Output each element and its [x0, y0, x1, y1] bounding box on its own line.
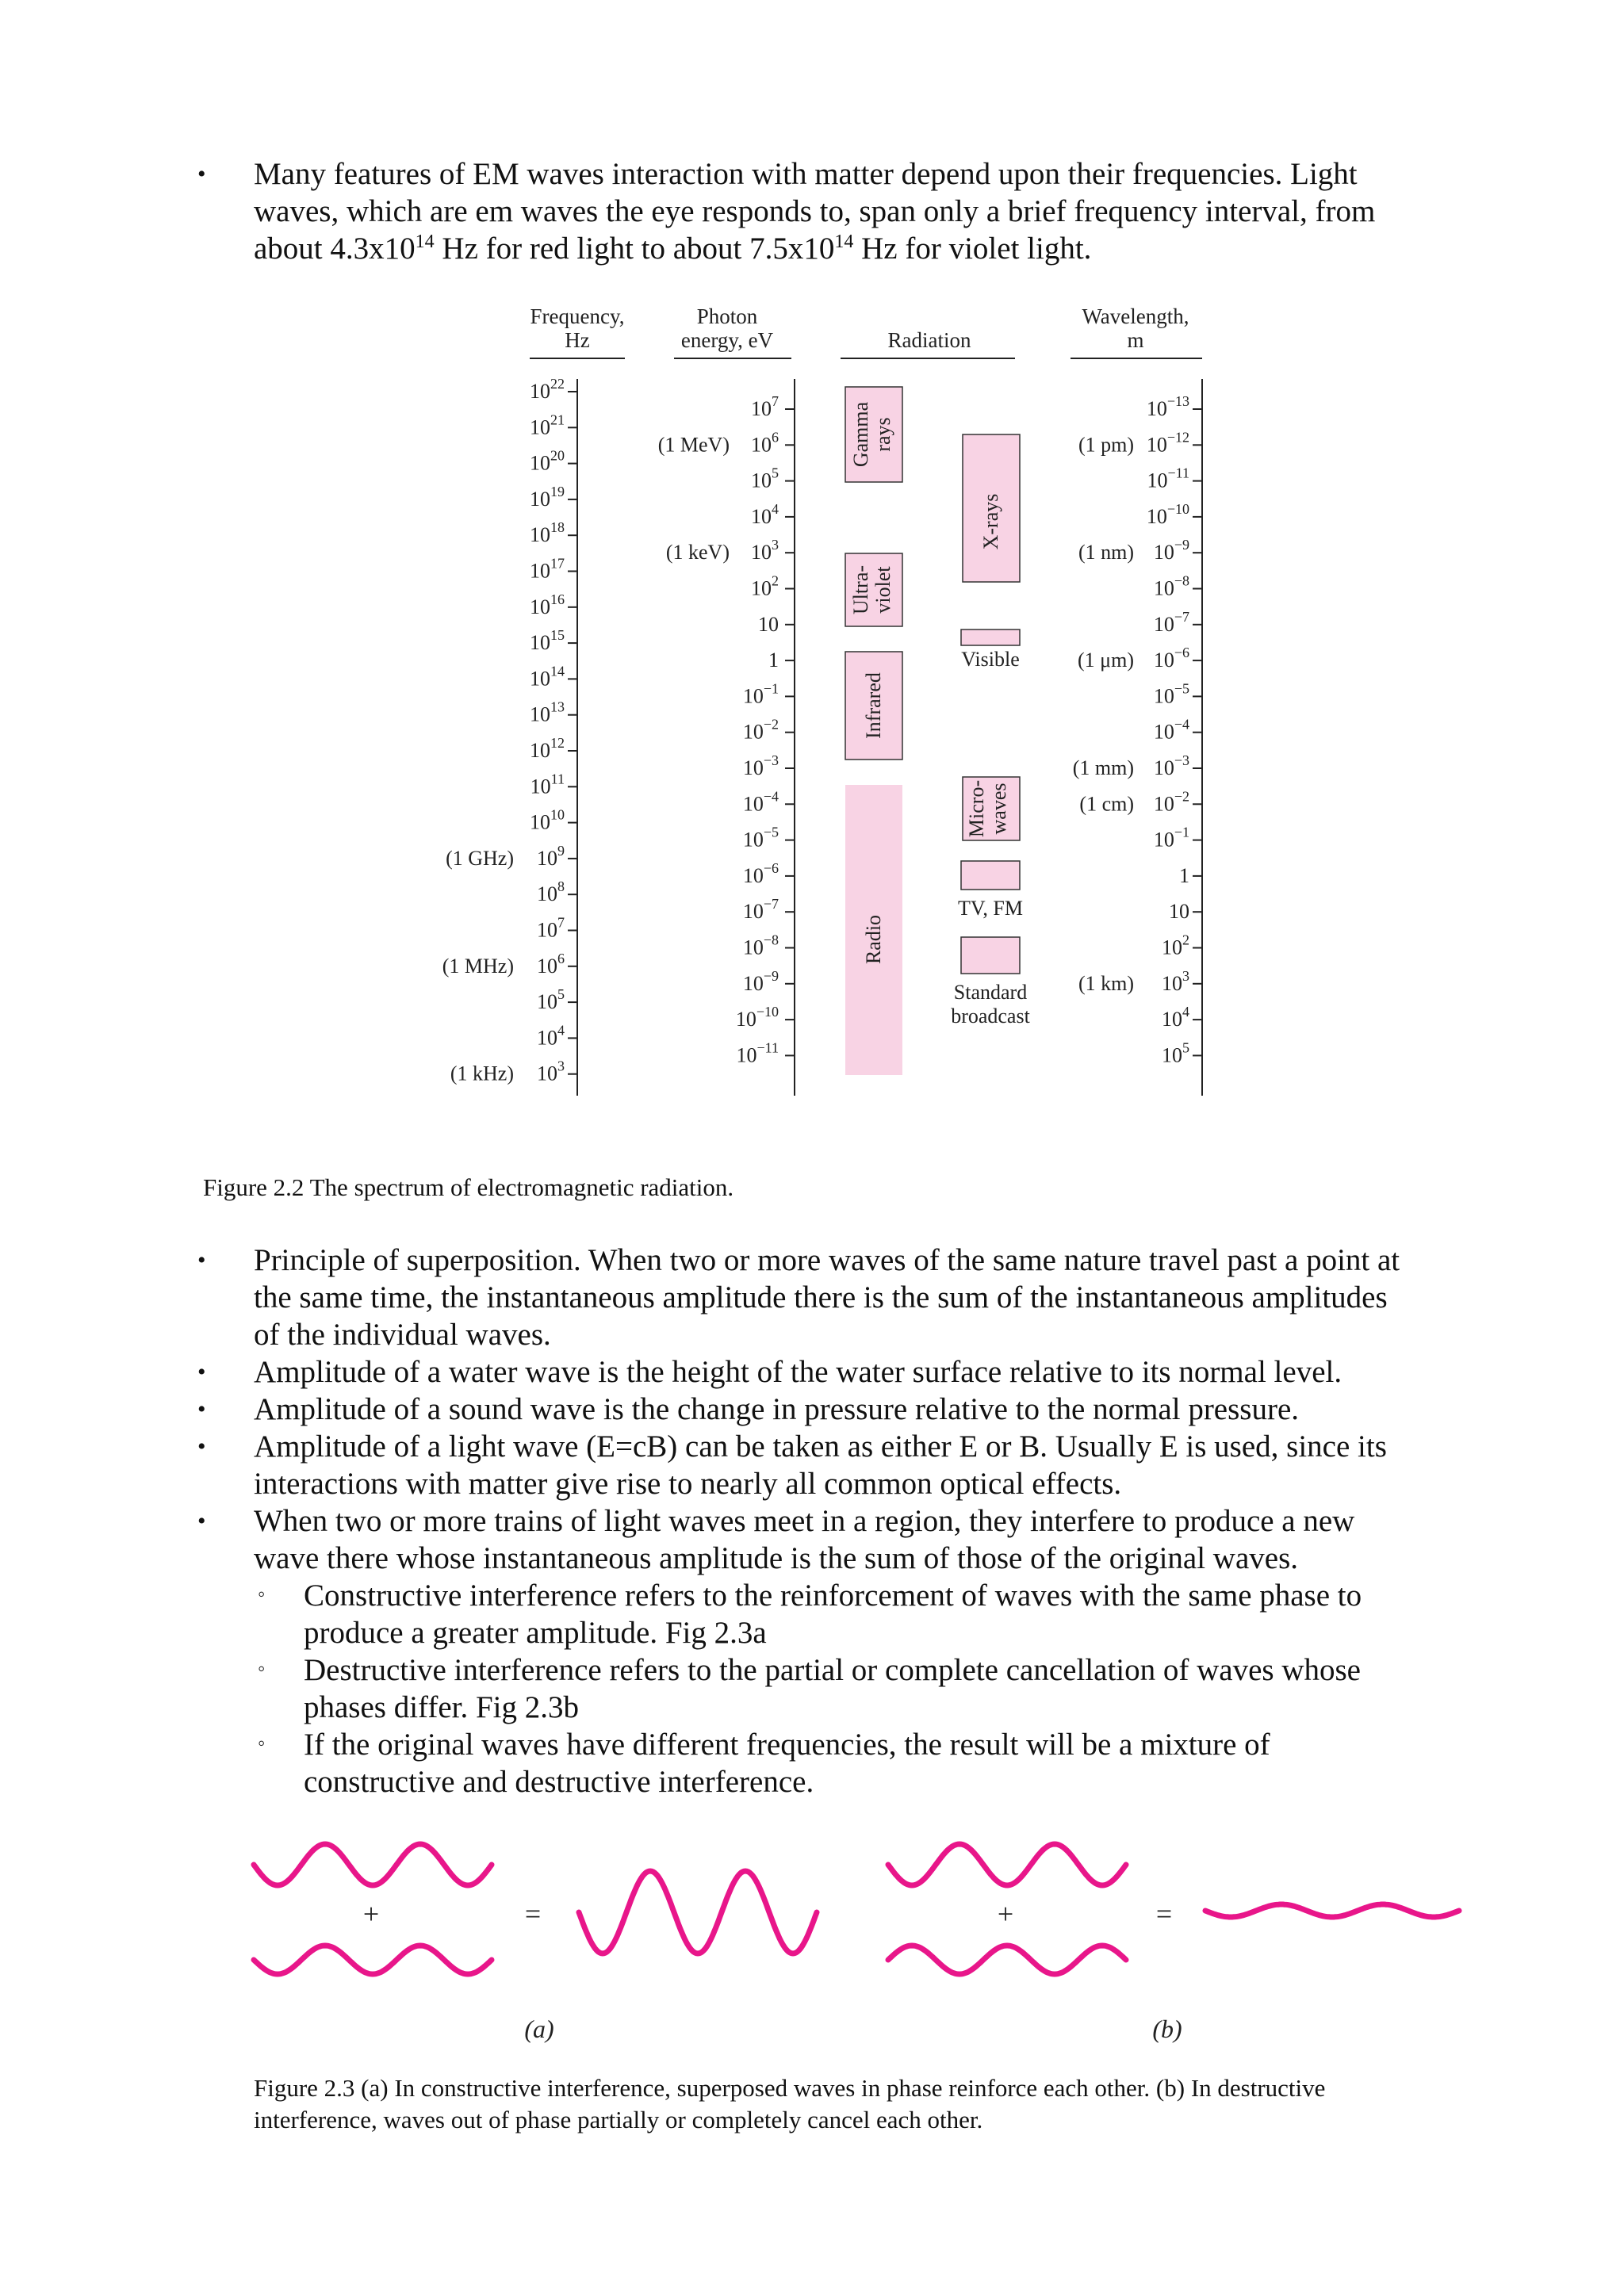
radio-label: Radio: [862, 914, 885, 965]
tick-label: $10^{19}$: [530, 483, 565, 511]
sub-bullet-line: produce a greater amplitude. Fig 2.3a: [304, 1616, 767, 1650]
wave-a-sum: [579, 1871, 817, 1954]
standard-broadcast-label-1: Standard: [953, 981, 1028, 1004]
tick-label: $10^{-10}$: [1146, 500, 1189, 528]
tick-label: 10: [758, 612, 779, 636]
figure-2-2-caption: Figure 2.2 The spectrum of electromagnetic radiation.: [203, 1173, 734, 1201]
intro-line-3: about $4.3x10^{14}$ Hz for red light to about $7.5x10^{14}$ Hz for violet light.: [254, 232, 1092, 266]
xrays-label: X-rays: [979, 493, 1002, 550]
bullet-line: Amplitude of a sound wave is the change in pressure relative to the normal pressure.: [254, 1392, 1300, 1426]
sub-bullet-line: Destructive interference refers to the partial or complete cancellation of waves whose: [304, 1653, 1361, 1687]
figure-2-3-caption-line-2: interference, waves out of phase partially or completely cancel each other.: [254, 2106, 983, 2133]
standard-broadcast-label-2: broadcast: [951, 1004, 1030, 1027]
tick-label: $10^{-11}$: [736, 1039, 779, 1067]
bullet-line: of the individual waves.: [254, 1318, 551, 1352]
tick-note: (1 cm): [1079, 792, 1134, 816]
tick-label: $10^{22}$: [530, 376, 565, 403]
tick-note: (1 GHz): [446, 846, 514, 870]
tick-label: $10^3$: [537, 1058, 565, 1085]
frequency-header-2: Hz: [565, 328, 590, 352]
tick-label: $10^2$: [751, 572, 779, 600]
tick-label: $10^{-6}$: [1153, 645, 1189, 672]
tick-label: $10^{10}$: [530, 806, 565, 834]
gamma-label-2: rays: [871, 417, 894, 452]
tick-label: $10^{-9}$: [1153, 537, 1189, 564]
tick-label: $10^5$: [1162, 1039, 1189, 1067]
sub-bullet-marker: ◦: [258, 1657, 266, 1680]
wave-b2: [888, 1946, 1126, 1974]
tick-label: $10^{20}$: [530, 447, 565, 475]
tick-label: $10^8$: [537, 878, 565, 906]
sub-bullet-line: constructive and destructive interference.: [304, 1765, 814, 1799]
tick-label: $10^{17}$: [530, 555, 565, 583]
tick-label: $10^{-3}$: [1153, 752, 1189, 779]
tick-label: $10^{-1}$: [1153, 824, 1189, 851]
tick-label: 1: [1179, 863, 1189, 887]
bullet-line: the same time, the instantaneous amplitude there is the sum of the instantaneous amplitudes: [254, 1280, 1388, 1314]
tick-note: (1 nm): [1078, 541, 1134, 564]
bullet-line: wave there whose instantaneous amplitude is the sum of those of the original waves.: [254, 1541, 1299, 1575]
sub-bullet-line: phases differ. Fig 2.3b: [304, 1690, 580, 1724]
em-spectrum-diagram: [412, 293, 1300, 1118]
tick-label: $10^{13}$: [530, 698, 565, 726]
intro-line-2: waves, which are em waves the eye responds to, span only a brief frequency interval, from: [254, 194, 1376, 228]
tick-label: $10^{-10}$: [735, 1004, 779, 1031]
interference-diagram: [238, 1823, 1475, 2061]
bullet-line: Amplitude of a water wave is the height of the water surface relative to its normal level.: [254, 1355, 1342, 1389]
tick-label: $10^9$: [537, 842, 565, 870]
plus-sign-b: +: [997, 1898, 1014, 1930]
tick-label: $10^5$: [537, 986, 565, 1014]
bullet-line: When two or more trains of light waves meet in a region, they interfere to produce a new: [254, 1504, 1355, 1538]
plus-sign-a: +: [362, 1898, 380, 1930]
tick-note: (1 pm): [1078, 433, 1134, 457]
photon-ticks: [658, 393, 795, 1066]
infrared-label: Infrared: [862, 672, 885, 739]
tick-label: $10^{-9}$: [742, 967, 779, 995]
tick-label: $10^{-11}$: [1147, 465, 1189, 492]
tick-label: $10^{-7}$: [1153, 608, 1189, 636]
sub-bullet-marker: ◦: [258, 1582, 266, 1605]
tick-label: $10^7$: [751, 393, 779, 420]
intro-line-1: Many features of EM waves interaction with matter depend upon their frequencies. Light: [254, 157, 1358, 191]
bullet-line: Principle of superposition. When two or more waves of the same nature travel past a point at: [254, 1243, 1400, 1277]
ultraviolet-label-1: Ultra-: [849, 564, 872, 615]
tick-label: $10^3$: [1162, 967, 1189, 995]
bullet-line: Amplitude of a light wave (E=cB) can be taken as either E or B. Usually E is used, since its: [254, 1429, 1387, 1464]
label-b: (b): [1152, 2015, 1182, 2043]
microwaves-label-2: waves: [987, 783, 1010, 835]
bullet-dot: •: [197, 1433, 206, 1460]
tick-label: $10^7$: [537, 914, 565, 942]
tick-label: $10^{-8}$: [742, 932, 779, 959]
wave-b-sum: [1205, 1904, 1459, 1917]
wave-b1: [888, 1844, 1126, 1885]
tick-label: $10^{-3}$: [742, 752, 779, 779]
tick-label: $10^{14}$: [530, 663, 565, 691]
tick-label: $10^{-5}$: [1153, 680, 1189, 708]
bullet-line: interactions with matter give rise to nearly all common optical effects.: [254, 1467, 1122, 1501]
label-a: (a): [524, 2015, 554, 2043]
tick-label: $10^6$: [751, 429, 779, 457]
tick-label: $10^{16}$: [530, 591, 565, 618]
tick-label: $10^{-6}$: [742, 859, 779, 887]
tick-note: (1 kHz): [450, 1062, 514, 1085]
tick-label: $10^{-4}$: [1153, 716, 1189, 744]
tick-label: $10^{-12}$: [1146, 429, 1189, 457]
tick-label: $10^6$: [537, 950, 565, 978]
tick-label: $10^{18}$: [530, 519, 565, 547]
visible-label: Visible: [961, 648, 1020, 671]
tick-label: $10^3$: [751, 537, 779, 564]
tick-label: $10^4$: [537, 1022, 565, 1050]
wave-a2: [254, 1946, 492, 1974]
tick-label: 10: [1169, 900, 1189, 924]
tick-label: $10^2$: [1162, 932, 1189, 959]
sub-bullet-line: Constructive interference refers to the reinforcement of waves with the same phase to: [304, 1578, 1362, 1613]
tick-label: $10^{-8}$: [1153, 572, 1189, 600]
tick-label: $10^{-7}$: [742, 896, 779, 924]
tick-note: (1 keV): [665, 541, 730, 564]
tick-label: $10^{11}$: [530, 771, 565, 798]
bullet-dot: •: [197, 161, 206, 187]
visible-band: [961, 629, 1020, 645]
tick-label: $10^{21}$: [530, 411, 565, 439]
microwaves-label-1: Micro-: [965, 779, 988, 838]
ultraviolet-label-2: violet: [871, 566, 894, 614]
sub-bullet-marker: ◦: [258, 1732, 266, 1755]
frequency-ticks: [442, 376, 577, 1085]
radiation-header: Radiation: [887, 328, 971, 352]
bullet-dot: •: [197, 1396, 206, 1422]
tick-label: 1: [768, 649, 779, 672]
tick-note: (1 mm): [1072, 756, 1134, 779]
tvfm-label: TV, FM: [958, 897, 1023, 920]
tick-note: (1 MeV): [657, 433, 730, 457]
tick-note: (1 km): [1078, 971, 1134, 995]
tick-label: $10^5$: [751, 465, 779, 492]
wave-a1: [254, 1844, 492, 1885]
bullet-dot: •: [197, 1359, 206, 1385]
tick-label: $10^4$: [1162, 1004, 1189, 1031]
gamma-label-1: Gamma: [849, 401, 872, 468]
wavelength-ticks: [1073, 393, 1202, 1066]
bullet-dot: •: [197, 1508, 206, 1534]
tick-label: $10^4$: [751, 500, 779, 528]
tick-label: $10^{-13}$: [1146, 393, 1189, 420]
tick-note: (1 MHz): [442, 954, 514, 978]
frequency-header-1: Frequency,: [530, 304, 625, 328]
bullet-dot: •: [197, 1247, 206, 1273]
wavelength-header-1: Wavelength,: [1082, 304, 1189, 328]
tick-label: $10^{12}$: [530, 735, 565, 762]
tick-label: $10^{-1}$: [742, 680, 779, 708]
standard-broadcast-band: [961, 937, 1020, 974]
figure-2-3-caption-line-1: Figure 2.3 (a) In constructive interference, superposed waves in phase reinforce each other. (b) In destructive: [254, 2074, 1326, 2102]
tick-label: $10^{15}$: [530, 627, 565, 655]
wavelength-header-2: m: [1127, 328, 1144, 352]
photon-header-2: energy, eV: [680, 328, 774, 352]
tvfm-band: [961, 861, 1020, 890]
sub-bullet-line: If the original waves have different frequencies, the result will be a mixture of: [304, 1728, 1270, 1762]
tick-label: $10^{-2}$: [1153, 788, 1189, 816]
equals-sign-b: =: [1155, 1898, 1173, 1930]
equals-sign-a: =: [524, 1898, 542, 1930]
tick-label: $10^{-5}$: [742, 824, 779, 851]
tick-label: $10^{-2}$: [742, 716, 779, 744]
tick-note: (1 μm): [1078, 649, 1134, 672]
tick-label: $10^{-4}$: [742, 788, 779, 816]
photon-header-1: Photon: [696, 304, 758, 328]
